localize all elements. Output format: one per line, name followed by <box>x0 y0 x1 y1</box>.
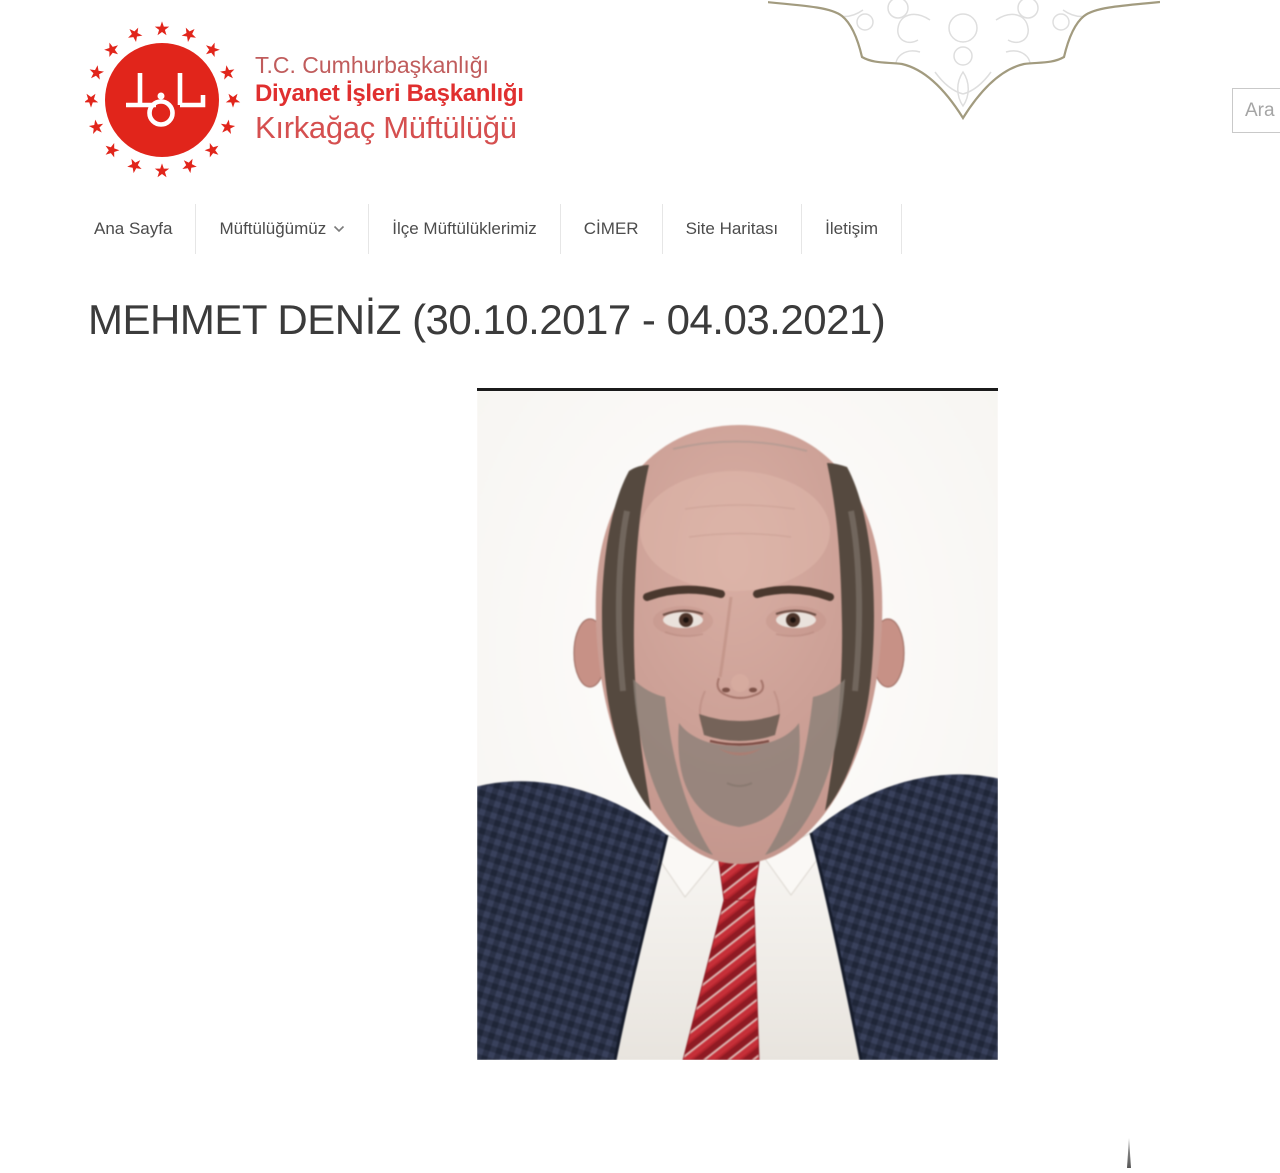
nav-item-cimer[interactable]: CİMER <box>560 204 662 254</box>
diyanet-emblem-icon <box>85 12 243 184</box>
nav-item-ilce-muftulukler[interactable]: İlçe Müftülüklerimiz <box>368 204 560 254</box>
diyanet-logo[interactable] <box>85 12 243 189</box>
nav-item-site-haritasi[interactable]: Site Haritası <box>662 204 802 254</box>
portrait-image <box>477 391 998 1060</box>
main-nav <box>88 204 902 254</box>
ornament-filigree <box>823 0 1103 106</box>
portrait-photo <box>477 388 998 1060</box>
brand-line-muftulugu: Kırkağaç Müftülüğü <box>255 110 517 145</box>
nav-item-muftulugumuz[interactable]: Müftülüğümüz <box>195 204 368 254</box>
nav-item-iletisim[interactable]: İletişim <box>801 204 902 254</box>
search-input[interactable] <box>1232 88 1280 133</box>
ornament-outline <box>768 2 1160 118</box>
nav-item-ana-sayfa[interactable]: Ana Sayfa <box>94 219 173 238</box>
brand-block <box>255 52 524 148</box>
brand-line-presidency: T.C. Cumhurbaşkanlığı <box>255 52 489 78</box>
header-ornament <box>768 0 1160 137</box>
chevron-down-icon <box>333 225 345 233</box>
brand-line-diyanet: Diyanet İşleri Başkanlığı <box>255 80 524 107</box>
page-title: MEHMET DENİZ (30.10.2017 - 04.03.2021) <box>88 296 886 343</box>
